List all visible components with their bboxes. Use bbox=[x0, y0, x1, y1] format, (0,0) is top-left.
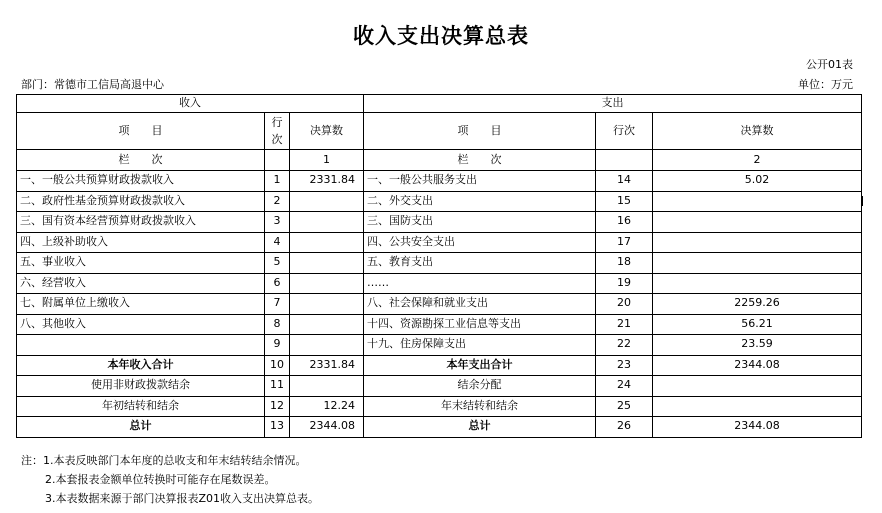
income-grand-total-label: 总计 bbox=[17, 417, 265, 438]
expense-amount: 23.59 bbox=[653, 335, 862, 356]
income-row-no: 1 bbox=[265, 171, 290, 192]
income-item: 五、事业收入 bbox=[17, 253, 265, 274]
income-row-no: 5 bbox=[265, 253, 290, 274]
table-row bbox=[17, 191, 862, 212]
table-row bbox=[17, 273, 862, 294]
expense-item: 一、一般公共服务支出 bbox=[364, 171, 596, 192]
expense-row-no: 19 bbox=[596, 273, 653, 294]
report-title: 收入支出决算总表 bbox=[353, 23, 529, 48]
expense-row-no: 17 bbox=[596, 232, 653, 253]
income-amount-header: 决算数 bbox=[290, 113, 364, 150]
table-row bbox=[17, 232, 862, 253]
income-section-header: 收入 bbox=[17, 95, 364, 113]
expense-item: 五、教育支出 bbox=[364, 253, 596, 274]
income-item bbox=[17, 335, 265, 356]
expense-row-no: 20 bbox=[596, 294, 653, 315]
expense-amount bbox=[653, 273, 862, 294]
income-row-no-header: 行次 bbox=[265, 113, 290, 150]
expense-amount: 2259.26 bbox=[653, 294, 862, 315]
total-row bbox=[17, 355, 862, 376]
expense-item: 十九、住房保障支出 bbox=[364, 335, 596, 356]
expense-item: 结余分配 bbox=[364, 376, 596, 397]
expense-row-no: 15 bbox=[596, 191, 653, 212]
income-row-no: 7 bbox=[265, 294, 290, 315]
income-column-blank bbox=[265, 150, 290, 171]
income-item: 二、政府性基金预算财政拨款收入 bbox=[17, 191, 265, 212]
expense-row-no: 25 bbox=[596, 396, 653, 417]
income-total-label: 本年收入合计 bbox=[17, 355, 265, 376]
expense-row-no: 26 bbox=[596, 417, 653, 438]
expense-row-no-header: 行次 bbox=[596, 113, 653, 150]
column-header-row bbox=[17, 113, 862, 150]
table-row bbox=[17, 212, 862, 233]
income-item: 年初结转和结余 bbox=[17, 396, 265, 417]
balance-row bbox=[17, 376, 862, 397]
table-row bbox=[17, 294, 862, 315]
table-row bbox=[17, 171, 862, 192]
income-amount: 2344.08 bbox=[290, 417, 364, 438]
expense-item: 十四、资源勘探工业信息等支出 bbox=[364, 314, 596, 335]
note-line: 注：1.本表反映部门本年度的总收支和年末结转结余情况。 bbox=[21, 454, 307, 467]
income-amount bbox=[290, 376, 364, 397]
expense-column-number: 2 bbox=[653, 150, 862, 171]
income-column-number: 1 bbox=[290, 150, 364, 171]
expense-amount-header: 决算数 bbox=[653, 113, 862, 150]
income-item: 八、其他收入 bbox=[17, 314, 265, 335]
income-amount: 2331.84 bbox=[290, 171, 364, 192]
expense-row-no: 22 bbox=[596, 335, 653, 356]
note-line: 3.本表数据来源于部门决算报表Z01收入支出决算总表。 bbox=[45, 492, 320, 505]
table-row bbox=[17, 253, 862, 274]
income-expense-table bbox=[16, 94, 862, 438]
department-label: 部门：常德市工信局高退中心 bbox=[21, 78, 164, 91]
income-amount bbox=[290, 335, 364, 356]
table-row bbox=[17, 314, 862, 335]
expense-section-header: 支出 bbox=[364, 95, 862, 113]
table-row bbox=[17, 335, 862, 356]
expense-row-no: 24 bbox=[596, 376, 653, 397]
income-amount bbox=[290, 232, 364, 253]
expense-amount: 2344.08 bbox=[653, 417, 862, 438]
section-header-row bbox=[17, 95, 862, 113]
expense-item: …… bbox=[364, 273, 596, 294]
expense-amount: 5.02 bbox=[653, 171, 862, 192]
expense-amount bbox=[653, 396, 862, 417]
income-item: 四、上级补助收入 bbox=[17, 232, 265, 253]
expense-amount: 2344.08 bbox=[653, 355, 862, 376]
income-row-no: 4 bbox=[265, 232, 290, 253]
balance-row bbox=[17, 396, 862, 417]
income-item-header: 项 目 bbox=[17, 113, 265, 150]
unit-label: 单位：万元 bbox=[798, 78, 853, 91]
income-item: 七、附属单位上缴收入 bbox=[17, 294, 265, 315]
income-row-no: 13 bbox=[265, 417, 290, 438]
income-item: 使用非财政拨款结余 bbox=[17, 376, 265, 397]
expense-row-no: 21 bbox=[596, 314, 653, 335]
grand-total-row bbox=[17, 417, 862, 438]
income-item: 六、经营收入 bbox=[17, 273, 265, 294]
expense-row-no: 16 bbox=[596, 212, 653, 233]
expense-item-header: 项 目 bbox=[364, 113, 596, 150]
income-row-no: 12 bbox=[265, 396, 290, 417]
expense-row-no: 14 bbox=[596, 171, 653, 192]
expense-amount bbox=[653, 212, 862, 233]
income-row-no: 9 bbox=[265, 335, 290, 356]
income-row-no: 3 bbox=[265, 212, 290, 233]
income-row-no: 10 bbox=[265, 355, 290, 376]
expense-amount: 56.21 bbox=[653, 314, 862, 335]
edge-mark bbox=[861, 196, 863, 206]
income-amount bbox=[290, 212, 364, 233]
income-row-no: 6 bbox=[265, 273, 290, 294]
expense-column-label: 栏 次 bbox=[364, 150, 596, 171]
expense-item: 二、外交支出 bbox=[364, 191, 596, 212]
income-amount bbox=[290, 314, 364, 335]
income-amount bbox=[290, 294, 364, 315]
income-item: 一、一般公共预算财政拨款收入 bbox=[17, 171, 265, 192]
expense-item: 年末结转和结余 bbox=[364, 396, 596, 417]
income-amount bbox=[290, 273, 364, 294]
expense-item: 三、国防支出 bbox=[364, 212, 596, 233]
expense-grand-total-label: 总计 bbox=[364, 417, 596, 438]
income-row-no: 11 bbox=[265, 376, 290, 397]
note-line: 2.本套报表金额单位转换时可能存在尾数误差。 bbox=[45, 473, 276, 486]
expense-row-no: 23 bbox=[596, 355, 653, 376]
income-amount: 2331.84 bbox=[290, 355, 364, 376]
expense-amount bbox=[653, 232, 862, 253]
expense-item: 四、公共安全支出 bbox=[364, 232, 596, 253]
income-amount bbox=[290, 253, 364, 274]
expense-amount bbox=[653, 191, 862, 212]
expense-amount bbox=[653, 376, 862, 397]
income-column-label: 栏 次 bbox=[17, 150, 265, 171]
income-amount bbox=[290, 191, 364, 212]
expense-amount bbox=[653, 253, 862, 274]
expense-row-no: 18 bbox=[596, 253, 653, 274]
notes bbox=[21, 451, 319, 508]
income-row-no: 8 bbox=[265, 314, 290, 335]
column-index-row bbox=[17, 150, 862, 171]
income-row-no: 2 bbox=[265, 191, 290, 212]
income-item: 三、国有资本经营预算财政拨款收入 bbox=[17, 212, 265, 233]
expense-item: 八、社会保障和就业支出 bbox=[364, 294, 596, 315]
income-amount: 12.24 bbox=[290, 396, 364, 417]
expense-total-label: 本年支出合计 bbox=[364, 355, 596, 376]
expense-column-blank bbox=[596, 150, 653, 171]
form-code: 公开01表 bbox=[806, 58, 853, 71]
